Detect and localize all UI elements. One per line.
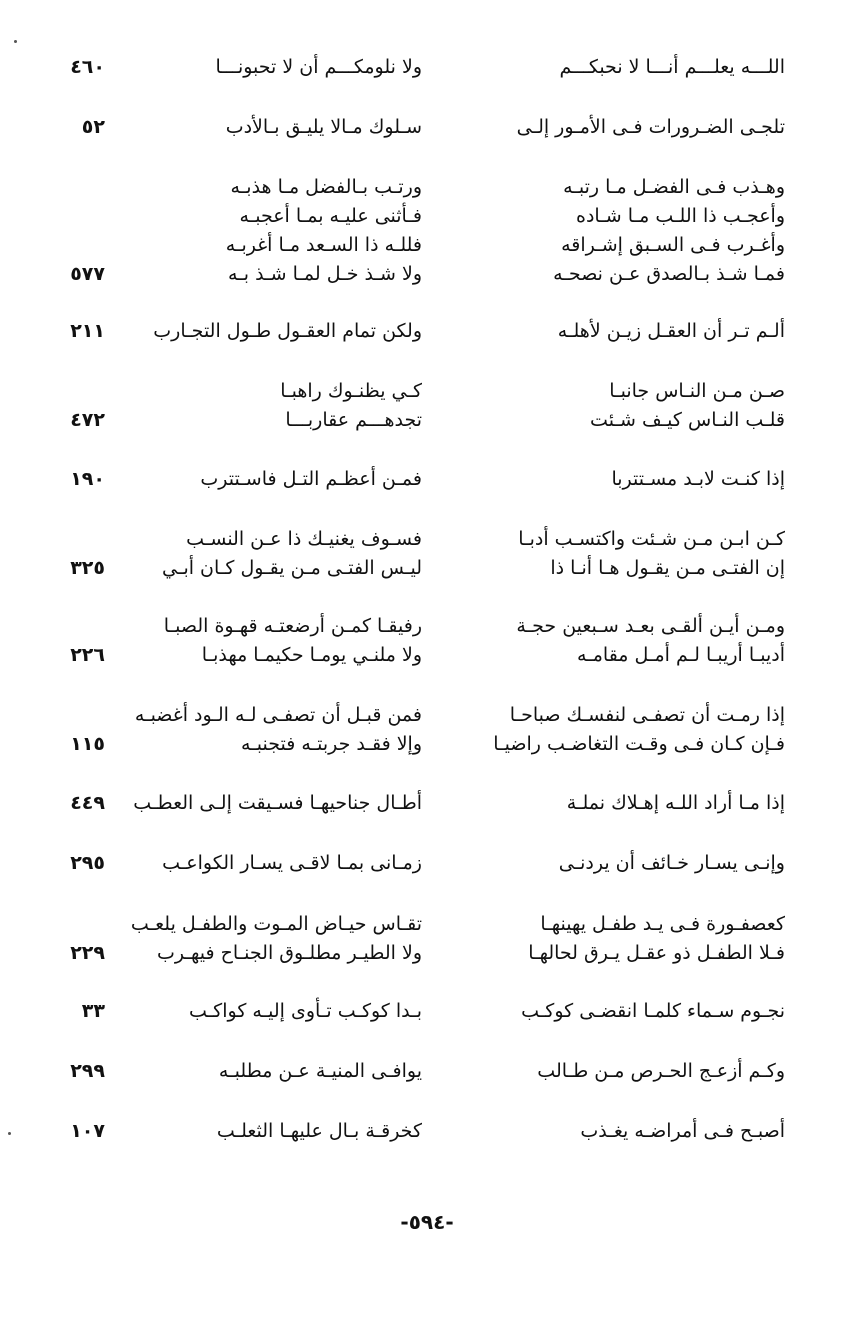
verse-line	[0, 112, 855, 142]
verse-line	[0, 788, 855, 818]
reference-number: ٢١١	[70, 320, 105, 342]
reference-number: ١٠٧	[70, 1120, 105, 1142]
verse-line	[0, 259, 855, 289]
first-hemistich: كعصفـورة فـى يـد طفـل يهينهـا	[540, 913, 785, 935]
reference-number: ٢٩٩	[70, 1060, 105, 1082]
reference-number: ١١٥	[70, 733, 105, 755]
reference-number: ٢٩٥	[70, 852, 105, 874]
second-hemistich: ولا شـذ خـل لمـا شـذ بـه	[228, 263, 422, 285]
first-hemistich: ألـم تـر أن العقـل زيـن لأهلـه	[557, 320, 785, 342]
first-hemistich: تلجـى الضـرورات فـى الأمـور إلـى	[516, 116, 785, 138]
second-hemistich: تقـاس حيـاض المـوت والطفـل يلعـب	[130, 913, 422, 935]
verse-line	[0, 611, 855, 641]
second-hemistich: أطـال جناحيهـا فسـيقت إلـى العطـب	[133, 792, 422, 814]
verse-line	[0, 909, 855, 939]
second-hemistich: رفيقـا كمـن أرضعتـه قهـوة الصبـا	[163, 615, 422, 637]
first-hemistich: قلـب النـاس كيـف شـئت	[590, 409, 785, 431]
reference-number: ٢٢٦	[70, 644, 105, 666]
verse-line	[0, 938, 855, 968]
first-hemistich: ومـن أيـن ألقـى بعـد سـبعين حجـة	[516, 615, 785, 637]
verse-line	[0, 1056, 855, 1086]
second-hemistich: فمـن أعظـم التـل فاسـتترب	[200, 468, 422, 490]
second-hemistich: ولا نلومكـــم أن لا تحبونـــا	[215, 56, 422, 78]
verse-line	[0, 848, 855, 878]
second-hemistich: زمـانى بمـا لاقـى يسـار الكواعـب	[162, 852, 422, 874]
reference-number: ٤٤٩	[70, 792, 105, 814]
first-hemistich: فـإن كـان فـى وقـت التغاضـب راضيـا	[493, 733, 785, 755]
first-hemistich: إن الفتـى مـن يقـول هـا أنـا ذا	[550, 557, 785, 579]
second-hemistich: ليـس الفتـى مـن يقـول كـان أبـي	[162, 557, 422, 579]
first-hemistich: صـن مـن النـاس جانبـا	[609, 380, 785, 402]
second-hemistich: سـلوك مـالا يليـق بـالأدب	[225, 116, 422, 138]
first-hemistich: وأغـرب فـى السـبق إشـراقه	[561, 234, 785, 256]
first-hemistich: فـلا الطفـل ذو عقـل يـرق لحالهـا	[528, 942, 785, 964]
verse-line	[0, 524, 855, 554]
verse-line	[0, 700, 855, 730]
verse-line	[0, 640, 855, 670]
verse-line	[0, 553, 855, 583]
first-hemistich: أديبـا أريبـا لـم أمـل مقامـه	[576, 644, 785, 666]
reference-number: ٤٦٠	[70, 56, 105, 78]
second-hemistich: وإلا فقـد جربتـه فتجنبـه	[241, 733, 422, 755]
first-hemistich: نجـوم سـماء كلمـا انقضـى كوكـب	[521, 1000, 785, 1022]
first-hemistich: وهـذب فـى الفضـل مـا رتبـه	[563, 176, 785, 198]
second-hemistich: ولا الطيـر مطلـوق الجنـاح فيهـرب	[157, 942, 422, 964]
reference-number: ٥٢	[81, 116, 105, 138]
reference-number: ٥٧٧	[70, 263, 105, 285]
first-hemistich: وكـم أزعـج الحـرص مـن طـالب	[537, 1060, 785, 1082]
verse-line	[0, 1116, 855, 1146]
page-number: -٥٩٤-	[400, 1210, 454, 1234]
second-hemistich: فسـوف يغنيـك ذا عـن النسـب	[186, 528, 422, 550]
reference-number: ٢٢٩	[70, 942, 105, 964]
scan-speck	[8, 1132, 11, 1135]
second-hemistich: فمن قبـل أن تصفـى لـه الـود أغضبـه	[134, 704, 422, 726]
second-hemistich: كـي يظنـوك راهبـا	[280, 380, 422, 402]
second-hemistich: بـدا كوكـب تـأوى إليـه كواكـب	[188, 1000, 422, 1022]
first-hemistich: اللـــه يعلـــم أنـــا لا نحبكـــم	[559, 56, 785, 78]
second-hemistich: ورتـب بـالفضل مـا هذبـه	[230, 176, 422, 198]
scan-speck	[14, 40, 17, 43]
first-hemistich: أصبـح فـى أمراضـه يغـذب	[580, 1120, 785, 1142]
verse-line	[0, 405, 855, 435]
first-hemistich: إذا مـا أراد اللـه إهـلاك نملـة	[566, 792, 785, 814]
verse-line	[0, 729, 855, 759]
reference-number: ٣٣	[81, 1000, 105, 1022]
first-hemistich: وإنـى يسـار خـائف أن يردنـى	[558, 852, 785, 874]
first-hemistich: إذا رمـت أن تصفـى لنفسـك صباحـا	[509, 704, 785, 726]
second-hemistich: ولكن تمام العقـول طـول التجـارب	[153, 320, 422, 342]
verse-line	[0, 52, 855, 82]
second-hemistich: يوافـى المنيـة عـن مطلبـه	[218, 1060, 422, 1082]
first-hemistich: وأعجـب ذا اللـب مـا شـاده	[576, 205, 785, 227]
verse-line	[0, 316, 855, 346]
reference-number: ٤٧٢	[70, 409, 105, 431]
first-hemistich: فمـا شـذ بـالصدق عـن نصحـه	[553, 263, 785, 285]
verse-line	[0, 464, 855, 494]
second-hemistich: فللـه ذا السـعد مـا أغربـه	[225, 234, 422, 256]
verse-line	[0, 230, 855, 260]
reference-number: ٣٢٥	[70, 557, 105, 579]
reference-number: ١٩٠	[70, 468, 105, 490]
verse-line	[0, 172, 855, 202]
verse-line	[0, 201, 855, 231]
second-hemistich: كخرقـة بـال عليهـا الثعلـب	[216, 1120, 422, 1142]
verse-line	[0, 996, 855, 1026]
first-hemistich: كـن ابـن مـن شـئت واكتسـب أدبـا	[518, 528, 785, 550]
second-hemistich: فـأثنى عليـه بمـا أعجبـه	[239, 205, 422, 227]
first-hemistich: إذا كنـت لابـد مسـتتربا	[611, 468, 785, 490]
verse-line	[0, 376, 855, 406]
second-hemistich: ولا ملنـي يومـا حكيمـا مهذبـا	[201, 644, 422, 666]
second-hemistich: تجدهـــم عقاربـــا	[285, 409, 422, 431]
